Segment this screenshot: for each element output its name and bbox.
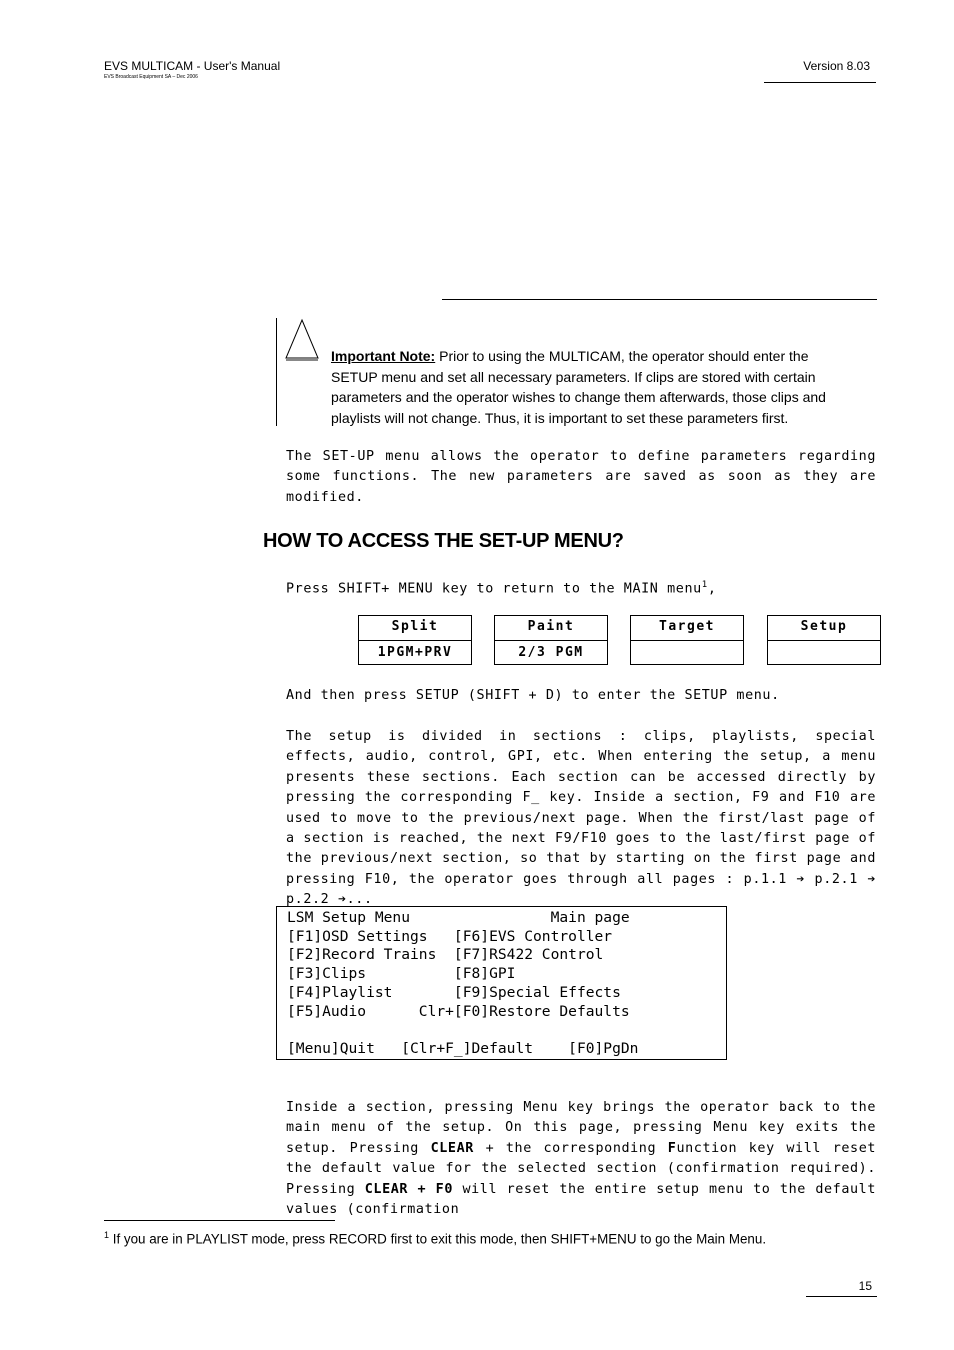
- footnote-number: 1: [104, 1230, 110, 1240]
- softkey-top: Paint: [495, 616, 607, 641]
- menu-line: [F5]Audio Clr+[F0]Restore Defaults: [287, 1003, 630, 1020]
- menu-line: [F4]Playlist [F9]Special Effects: [287, 984, 621, 1001]
- softkey-setup: [767, 615, 881, 665]
- softkey-split: [358, 615, 472, 665]
- note-body: Prior to using the MULTICAM, the operator should enter the SETUP menu and set all necessary parameters. If clips are stored with certain parameters and the operator wishes to change them afterwards, those clips and playlists will not change. Thus, it is important to set these parameters first.: [331, 348, 826, 426]
- header-version: Version 8.03: [803, 59, 870, 73]
- footnote-rule: [104, 1220, 335, 1221]
- text-run: unction key will reset the default value for the selected section (confirmation required). Pressing: [286, 1140, 877, 1197]
- text-run: Inside a section, pressing Menu key brings the operator back to the main menu of the setup. On this page, pressing Menu key exits the setup. Pressing: [286, 1100, 876, 1156]
- note-label: Important Note:: [331, 348, 436, 364]
- softkey-bottom: 1PGM+PRV: [377, 645, 453, 660]
- footnote-ref: 1: [701, 580, 708, 590]
- important-note: [331, 346, 851, 428]
- then-line: And then press SETUP (SHIFT + D) to enter the SETUP menu.: [286, 688, 780, 703]
- section-heading: HOW TO ACCESS THE SET-UP MENU?: [263, 530, 624, 552]
- warning-icon: [284, 318, 320, 362]
- softkey-bottom: [768, 641, 880, 665]
- header-subtitle: EVS Broadcast Equipment SA – Dec 2006: [104, 74, 198, 80]
- key-clear: CLEAR: [430, 1140, 474, 1156]
- softkey-top: Target: [631, 616, 743, 641]
- header-rule: [764, 82, 876, 83]
- text-run: will reset the entire setup menu to the default values (confirmation: [286, 1181, 876, 1218]
- setup-paragraph: The setup is divided in sections : clips, playlists, special effects, audio, control, GPI, etc. When entering the setup, a menu presents these sections. Each section can be accessed directly by pressing the corresponding F_ key. Inside a section, F9 and F10 are used to move to the previous/next page. When the first/last page of a section is reached, the next F9/F10 goes to the last/first page of the previous/next section, so that by starting on the first page and pressing F10, the operator goes through all pages : p.1.1 ➔ p.2.1 ➔ p.2.2 ➔...: [286, 729, 876, 908]
- page-number: 15: [858, 1279, 872, 1293]
- press-line-text: Press SHIFT+ MENU key to return to the MAIN menu: [286, 581, 702, 597]
- softkey-paint: [494, 615, 608, 665]
- text-run: + the corresponding: [473, 1140, 668, 1156]
- menu-line: [F1]OSD Settings [F6]EVS Controller: [287, 928, 613, 945]
- softkey-top: Setup: [768, 616, 880, 641]
- menu-line: [F3]Clips [F8]GPI: [287, 965, 516, 982]
- softkey-target: [630, 615, 744, 665]
- page-number-rule: [806, 1296, 877, 1297]
- softkey-bottom: 2/3 PGM: [518, 645, 584, 660]
- key-clear-f0: CLEAR + F0: [364, 1181, 453, 1197]
- softkey-bottom: [631, 641, 743, 665]
- menu-line: [Menu]Quit [Clr+F_]Default [F0]PgDn: [287, 1040, 639, 1057]
- section-rule: [442, 299, 877, 300]
- press-line: [286, 575, 876, 600]
- note-bar: [276, 318, 277, 426]
- press-line-end: ,: [707, 581, 717, 597]
- footnote-text: If you are in PLAYLIST mode, press RECORD first to exit this mode, then SHIFT+MENU to go the Main Menu.: [109, 1231, 767, 1247]
- intro-paragraph: The SET-UP menu allows the operator to define parameters regarding some functions. The new parameters are saved as soon as they are modified.: [286, 449, 876, 505]
- header-title: EVS MULTICAM - User's Manual: [104, 59, 281, 73]
- setup-menu-screen: [276, 906, 727, 1060]
- menu-line: LSM Setup Menu Main page: [287, 909, 630, 926]
- softkey-top: Split: [359, 616, 471, 641]
- last-paragraph: [286, 1098, 876, 1220]
- key-f: F: [667, 1140, 677, 1156]
- footnote: [104, 1230, 766, 1246]
- menu-line: [F2]Record Trains [F7]RS422 Control: [287, 946, 604, 963]
